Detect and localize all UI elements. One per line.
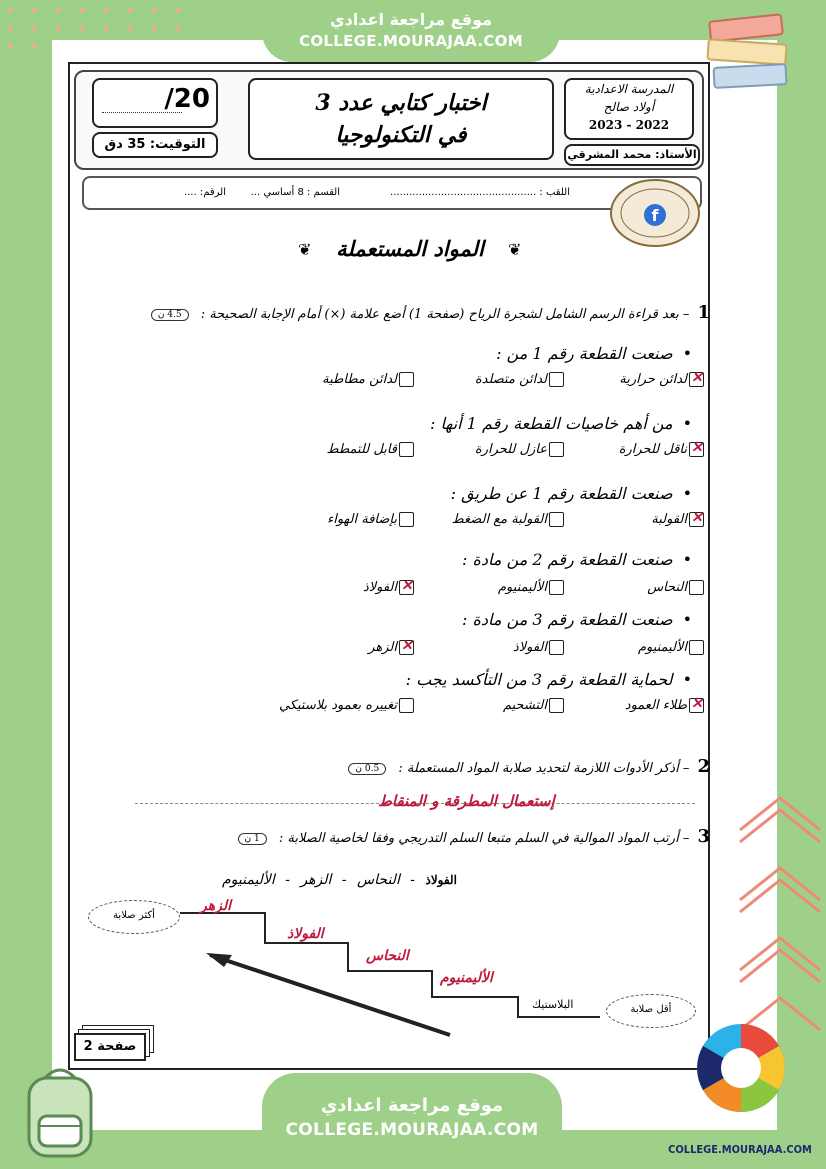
dot xyxy=(80,8,85,13)
option-label: الأليمنيوم xyxy=(497,580,547,595)
q1-item-4-prompt: • صنعت القطعة رقم 2 من مادة : xyxy=(462,550,692,569)
q1-item-2-prompt: • من أهم خاصيات القطعة رقم 1 أنها : xyxy=(430,414,692,433)
option-label: التشحيم xyxy=(502,698,547,713)
option-label: الفولاذ xyxy=(362,580,397,595)
q1-item-2-option-3[interactable] xyxy=(327,442,414,457)
section-title xyxy=(290,236,530,261)
q1-item-1-prompt: • صنعت القطعة رقم 1 من : xyxy=(496,344,692,363)
sequence-rest: - النحاس - الزهر - الأليمنيوم xyxy=(222,872,416,888)
q1-item-5-prompt: • صنعت القطعة رقم 3 من مادة : xyxy=(462,610,692,629)
site-logo-icon[interactable] xyxy=(695,1022,787,1114)
stair-label-3: النحاس xyxy=(366,948,409,964)
logo-text[interactable]: COLLEGE.MOURAJAA.COM xyxy=(668,1143,812,1156)
checkbox[interactable] xyxy=(689,640,704,655)
checkbox[interactable] xyxy=(689,580,704,595)
option-label: الأليمنيوم xyxy=(637,640,687,655)
checkbox[interactable] xyxy=(399,698,414,713)
question-3-header xyxy=(238,826,711,847)
least-hard-bubble: أقل صلابة xyxy=(606,994,696,1028)
school-town: أولاد صالح xyxy=(603,100,655,114)
exam-header xyxy=(74,70,704,170)
q1-item-1-option-1[interactable] xyxy=(619,372,704,387)
arrow-head-icon xyxy=(206,953,232,967)
checkbox[interactable] xyxy=(549,512,564,527)
q1-item-3-option-3[interactable] xyxy=(327,512,414,527)
checkbox-checked[interactable] xyxy=(689,442,704,457)
dot xyxy=(152,26,157,31)
exam-title-box xyxy=(248,78,554,160)
option-label: لدائن حرارية xyxy=(619,372,687,387)
dot xyxy=(152,8,157,13)
dot xyxy=(8,8,13,13)
dot xyxy=(56,26,61,31)
option-label: الفولاذ xyxy=(512,640,547,655)
top-banner[interactable] xyxy=(262,0,560,62)
dot xyxy=(176,26,181,31)
question-2-header xyxy=(348,756,710,777)
dot xyxy=(8,44,13,49)
banner-url[interactable]: COLLEGE.MOURAJAA.COM xyxy=(299,32,523,50)
banner-arabic: موقع مراجعة اعدادي xyxy=(320,1095,504,1116)
exam-subject: في التكنولوجيا xyxy=(335,122,467,148)
q1-item-5-option-2[interactable] xyxy=(513,640,564,655)
question-2-text: – أذكر الأدوات اللازمة لتحديد صلابة المواد المستعملة : xyxy=(398,761,690,776)
checkbox[interactable] xyxy=(399,442,414,457)
checkbox-checked[interactable] xyxy=(399,580,414,595)
bottom-banner[interactable] xyxy=(262,1073,562,1169)
lastname-field[interactable]: اللقب : .............................................. xyxy=(390,187,570,198)
school-box xyxy=(564,78,694,140)
option-label: الزهر xyxy=(368,640,397,655)
exam-title: اختبار كتابي عدد 3 xyxy=(315,90,487,116)
page-number: صفحة 2 xyxy=(74,1033,146,1061)
q1-item-4-option-1[interactable] xyxy=(647,580,704,595)
question-3-points: 1 ن xyxy=(238,833,267,845)
materials-sequence xyxy=(222,872,457,888)
option-label: طلاء العمود xyxy=(624,698,687,713)
q1-item-6-option-3[interactable] xyxy=(279,698,414,713)
q1-item-3-prompt: • صنعت القطعة رقم 1 عن طريق : xyxy=(451,484,692,503)
question-1-header xyxy=(151,302,710,323)
option-label: تغييره بعمود بلاستيكي xyxy=(278,698,397,713)
section-field[interactable]: القسم : 8 أساسي ... xyxy=(250,187,340,198)
score-box xyxy=(92,78,218,128)
facebook-stamp-icon xyxy=(607,178,703,248)
checkbox[interactable] xyxy=(549,580,564,595)
books-icon xyxy=(700,12,800,92)
question-3-text: – أرتب المواد الموالية في السلم متبعا السلم التدريجي وفقا لخاصية الصلابة : xyxy=(278,831,690,846)
dot xyxy=(56,8,61,13)
option-label: قابل للتمطط xyxy=(326,442,397,457)
number-field[interactable]: الرقم: .... xyxy=(183,187,226,198)
q1-item-1-option-3[interactable] xyxy=(322,372,414,387)
dot xyxy=(104,26,109,31)
dot xyxy=(176,8,181,13)
q1-item-2-option-2[interactable] xyxy=(475,442,564,457)
section-title-text: المواد المستعملة xyxy=(336,236,484,261)
option-label: النحاس xyxy=(647,580,687,595)
q1-item-1-option-2[interactable] xyxy=(475,372,564,387)
question-1-points: 4.5 ن xyxy=(151,309,189,321)
stair-label-2: الفولاذ xyxy=(287,926,324,942)
q1-item-4-option-3[interactable] xyxy=(363,580,414,595)
q1-item-4-option-2[interactable] xyxy=(498,580,564,595)
ornament-right-icon: ❦ xyxy=(508,240,522,259)
most-hard-bubble: أكثر صلابة xyxy=(88,900,180,934)
question-1-text: – بعد قراءة الرسم الشامل لشجرة الرياح (صفحة 1) أضع علامة (×) أمام الإجابة الصحيحة : xyxy=(200,307,690,322)
checkbox-checked[interactable] xyxy=(399,640,414,655)
checkbox[interactable] xyxy=(549,698,564,713)
stair-label-4: الأليمنيوم xyxy=(440,970,493,986)
q1-item-6-prompt: • لحماية القطعة رقم 3 من التأكسد يجب : xyxy=(406,670,692,689)
checkbox[interactable] xyxy=(549,372,564,387)
q1-item-6-option-2[interactable] xyxy=(503,698,564,713)
school-name: المدرسة الاعدادية xyxy=(584,82,674,96)
checkbox[interactable] xyxy=(549,640,564,655)
option-label: القولبة مع الضغط xyxy=(451,512,547,527)
option-label: ناقل للحرارة xyxy=(618,442,687,457)
dot xyxy=(32,26,37,31)
dot xyxy=(32,8,37,13)
dot xyxy=(128,8,133,13)
q1-item-3-option-1[interactable] xyxy=(651,512,704,527)
checkbox-checked[interactable] xyxy=(689,372,704,387)
time-box: التوقيت: 35 دق xyxy=(92,132,218,158)
q1-item-3-option-2[interactable] xyxy=(452,512,564,527)
svg-text:f: f xyxy=(651,206,659,225)
banner-arabic: موقع مراجعة اعدادي xyxy=(329,10,493,29)
q1-item-6-option-1[interactable] xyxy=(625,698,704,713)
checkbox-checked[interactable] xyxy=(689,512,704,527)
banner-url[interactable]: COLLEGE.MOURAJAA.COM xyxy=(285,1120,539,1140)
sequence-first: الفولاذ xyxy=(425,873,457,887)
dot xyxy=(80,26,85,31)
option-label: بإضافة الهواء xyxy=(327,512,397,527)
checkbox[interactable] xyxy=(549,442,564,457)
checkbox-checked[interactable] xyxy=(689,698,704,713)
dot xyxy=(32,44,37,49)
option-label: لدائن متصلدة xyxy=(474,372,547,387)
question-1-number: 1 xyxy=(697,302,710,323)
score-total: /20 xyxy=(164,84,210,114)
question-2-points: 0.5 ن xyxy=(348,763,386,775)
q1-item-5-option-1[interactable] xyxy=(638,640,704,655)
option-label: لدائن مطاطية xyxy=(322,372,397,387)
question-3-number: 3 xyxy=(697,826,710,847)
stair-bottom-label: البلاستيك xyxy=(532,998,574,1011)
backpack-icon xyxy=(15,1060,105,1160)
stair-label-1: الزهر xyxy=(200,898,231,914)
q1-item-2-option-1[interactable] xyxy=(619,442,704,457)
checkbox[interactable] xyxy=(399,372,414,387)
checkbox[interactable] xyxy=(399,512,414,527)
dot xyxy=(128,26,133,31)
option-label: القولبة xyxy=(651,512,687,527)
dot xyxy=(8,26,13,31)
question-2-answer[interactable]: إستعمال المطرقة و المنقاط xyxy=(378,792,555,810)
ornament-left-icon: ❦ xyxy=(298,240,312,259)
dot xyxy=(104,8,109,13)
hardness-arrow xyxy=(210,955,450,1035)
question-2-number: 2 xyxy=(697,756,710,777)
option-label: عازل للحرارة xyxy=(474,442,547,457)
chevron-decoration-icon xyxy=(732,790,826,1040)
q1-item-5-option-3[interactable] xyxy=(368,640,414,655)
teacher-name: الأستاذ: محمد المشرقي xyxy=(564,144,700,166)
school-year: 2023 - 2022 xyxy=(588,118,670,132)
